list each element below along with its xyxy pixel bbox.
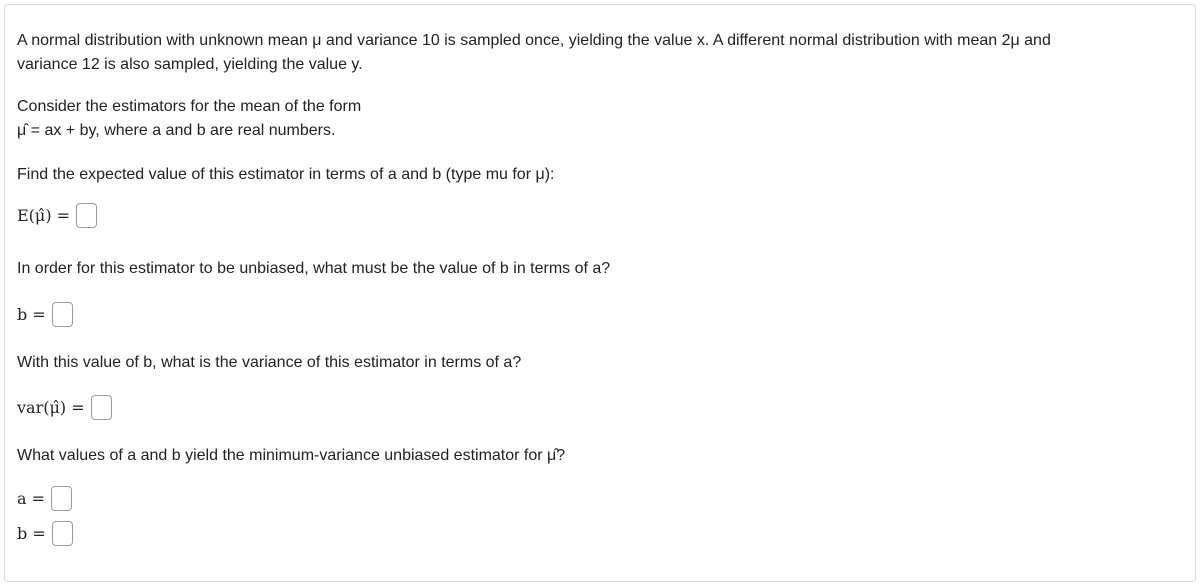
question-min-variance: What values of a and b yield the minimum-variance unbiased estimator for μ̂? (17, 447, 566, 464)
unbiased-b-input[interactable] (52, 302, 73, 327)
unbiased-b-label: b = (17, 305, 46, 324)
question-panel (4, 4, 1196, 582)
unbiased-b-row (17, 302, 73, 327)
min-variance-a-label: a = (17, 489, 46, 508)
intro-line-2: variance 12 is also sampled, yielding the value y. (17, 56, 363, 73)
question-expected-value: Find the expected value of this estimator in terms of a and b (type mu for μ): (17, 166, 555, 183)
min-variance-a-row (17, 486, 72, 511)
min-variance-b-input[interactable] (52, 521, 73, 546)
estimator-line-2: μ̂ = ax + by, where a and b are real numbers. (17, 122, 336, 139)
expected-value-label: E(μ̂) = (17, 206, 71, 225)
question-variance: With this value of b, what is the variance of this estimator in terms of a? (17, 354, 522, 371)
estimator-line-1: Consider the estimators for the mean of the form (17, 98, 362, 115)
min-variance-b-row (17, 521, 73, 546)
question-unbiased-b: In order for this estimator to be unbiased, what must be the value of b in terms of a? (17, 260, 611, 277)
variance-label: var(μ̂) = (17, 398, 85, 417)
intro-line-1: A normal distribution with unknown mean μ and variance 10 is sampled once, yielding the value x. A different normal distribution with mean 2μ and (17, 32, 1051, 49)
min-variance-a-input[interactable] (51, 486, 72, 511)
expected-value-row (17, 203, 97, 228)
variance-input[interactable] (91, 395, 112, 420)
expected-value-input[interactable] (76, 203, 97, 228)
min-variance-b-label: b = (17, 524, 46, 543)
variance-row (17, 395, 112, 420)
